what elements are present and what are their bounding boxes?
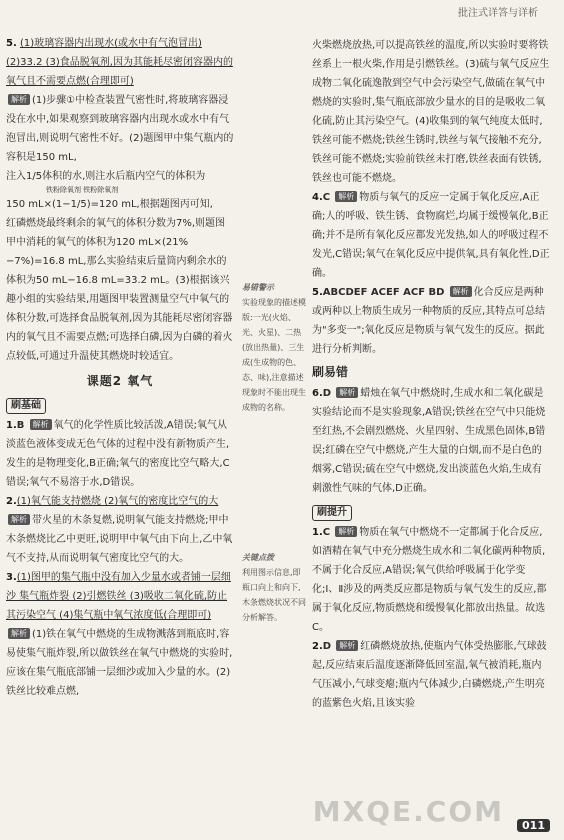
q5-answer-1: 5. (1)玻璃容器内出现水(或水中有气泡冒出) xyxy=(6,38,202,49)
q2-basic: 2.(1)氧气能支持燃烧 (2)氧气的密度比空气的大 xyxy=(6,496,219,507)
right-column xyxy=(312,36,550,713)
q2-improve: 2.D 解析 红磷燃烧放热,使瓶内气体受热膨胀,气球鼓起,反应结束后温度逐渐降低回室温,氧气被消耗,瓶内气压减小,气球变瘪;瓶内气体减少,白磷燃烧,产生明亮的蓝紫色火焰,且该实验 xyxy=(312,641,547,709)
q3-basic: 3.(1)图甲的集气瓶中没有加入少量水或者铺一层细沙 集气瓶炸裂 (2)引燃铁丝 (3)吸收二氧化硫,防止其污染空气 (4)集气瓶中氧气浓度低(合理即可) xyxy=(6,572,231,621)
margin-note-error-tip: 易错警示 实验现象的描述模版:一光(火焰、光、火星)、二热(放出热量)、三生成(生成物的色、态、味),注意描述现象时不能出现生成物的名称。 xyxy=(242,283,306,412)
section-basic: 刷基础 xyxy=(6,395,234,414)
watermark: MXQE.COM xyxy=(312,795,504,828)
q5-answer-2: (2)33.2 (3)食品脱氧剂,因为其能耗尽密闭容器内的氧气且不需要点燃(合理即可) xyxy=(6,57,233,87)
q4: 4.C 解析 物质与氧气的反应一定属于氧化反应,A正确;人的呼吸、铁生锈、食物腐烂,均属于缓慢氧化,B正确;并不是所有氧化反应都发光发热,如人的呼吸过程不发光,C错误;氧气在氧化反应中提供氧,具有氧化性,D正确。 xyxy=(312,192,550,279)
page-number: 011 xyxy=(517,819,550,832)
q3-analysis: 解析 (1)铁在氧气中燃烧的生成物溅落到瓶底时,容易使集气瓶炸裂,所以做铁丝在氧气中燃烧的实验时,应该在集气瓶底部铺一层细沙或加入少量的水。(2)铁丝比较难点燃, xyxy=(6,629,233,697)
analysis-tag: 解析 xyxy=(8,94,30,105)
q1-basic: 1.B 解析 氧气的化学性质比较活泼,A错误;氧气从淡蓝色液体变成无色气体的过程中没有新物质产生,发生的是物理变化,B正确;氧气的密度比空气略大,C错误;氧气不易溶于水,D错误。 xyxy=(6,420,230,488)
q5-right: 5.ABCDEF ACEF ACF BD 解析 化合反应是两种或两种以上物质生成另一种物质的反应,其特点可总结为"多变一";氧化反应是物质与氧气发生的反应。据此进行分析判断。 xyxy=(312,287,546,355)
q3-analysis-continued: 火柴燃烧放热,可以提高铁丝的温度,所以实验时要将铁丝系上一根火柴,作用是引燃铁丝。(3)硫与氧气反应生成物二氧化硫逸散到空气中会污染空气,做硫在氧气中燃烧的实验时,集气瓶底部放少量水的目的是吸收二氧化硫,防止其污染空气。(4)收集到的氧气纯度太低时,铁丝可能不燃烧;铁丝生锈时,铁丝与氧气接触不充分,铁丝可能不燃烧;实验前铁丝未打磨,铁丝表面有铁锈,铁丝也可能不燃烧。 xyxy=(312,40,550,184)
page-header: 批注式详答与详析 xyxy=(458,8,538,19)
q5-analysis-calc: 150 mL×(1−1/5)=120 mL,根据题图丙可知, xyxy=(6,199,213,210)
section-error-prone: 刷易错 xyxy=(312,365,349,379)
q2-analysis: 解析 带火星的木条复燃,说明氧气能支持燃烧;甲中木条燃烧比乙中更旺,说明甲中氧气由下向上,乙中氧气不支持,从而说明氧气密度比空气的大。 xyxy=(6,515,233,564)
q5-analysis: 解析 (1)步骤①中检查装置气密性时,将玻璃容器浸没在水中,如果观察到玻璃容器内出现水或水中有气泡冒出,则说明气密性不好。(2)题图甲中集气瓶内的容积是150 mL, xyxy=(6,95,234,163)
margin-note-key-point: 关键点拨 利用图示信息,即瓶口向上和向下,木条燃烧状况不同分析解答。 xyxy=(242,553,306,622)
q5-analysis-fraction: 注入1/5体积的水,则注水后瓶内空气的体积为 xyxy=(6,171,206,182)
section-improve: 刷提升 xyxy=(312,502,550,521)
q5-analysis-rest: 红磷燃烧最终剩余的氧气的体积分数为7%,则题图甲中消耗的氧气的体积为120 mL×(21%−7%)=16.8 mL,那么实验结束后量筒内剩余水的体积为50 mL−16.8 mL=33.2 mL。(3)根据该兴趣小组的实验结果,用题图甲装置测量空气中氧气的体积分数,可选择食品脱氧剂,因为其能耗尽密闭容器内的氧气且不需要点燃;可选择白磷,因为白磷的着火点较低,可通过升温使其燃烧时较适宜。 xyxy=(6,218,233,362)
q6: 6.D 解析 蜡烛在氧气中燃烧时,生成水和二氧化碳是实验结论而不是实验现象,A错误;铁丝在空气中只能烧至红热,不会剧烈燃烧、火星四射、生成黑色固体,B错误;红磷在空气中燃烧,产生大量的白烟,而不是白色的烟雾,C错误;硫在空气中燃烧,发出淡蓝色火焰,生成有刺激性气味的气体,D正确。 xyxy=(312,388,546,494)
lesson-title: 课题2 氧气 xyxy=(86,374,154,388)
q1-improve: 1.C 解析 物质在氧气中燃烧不一定都属于化合反应,如酒精在氧气中充分燃烧生成水和二氧化碳两种物质,不属于化合反应,A错误;氧气供给呼吸属于化学变化;Ⅰ、Ⅱ涉及的两类反应都是物质与氧气发生的反应,都属于氧化反应,物质燃烧和缓慢氧化都放出热量。故选C。 xyxy=(312,527,547,633)
left-column xyxy=(6,34,234,701)
q5-small-note: 铁粉除氧剂 铁粉除氧剂 xyxy=(46,186,119,194)
